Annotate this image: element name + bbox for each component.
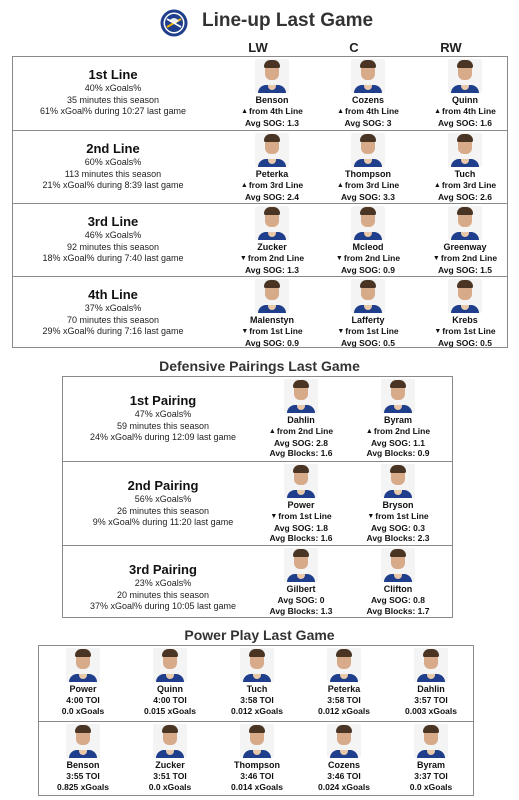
player-card[interactable]	[258, 548, 344, 616]
player-name: Zucker	[257, 242, 287, 252]
pairing-name: 1st Pairing	[129, 393, 197, 408]
defense-section-title: Defensive Pairings Last Game	[159, 358, 360, 374]
arrow-up-icon: ▲	[336, 182, 344, 189]
defense-pairing-row	[63, 461, 452, 545]
player-headshot	[448, 133, 482, 167]
arrow-down-icon: ▼	[432, 255, 440, 262]
line-change-indicator	[229, 180, 315, 192]
avg-sog: Avg SOG: 1.1	[370, 437, 425, 448]
forward-line-row	[13, 203, 507, 276]
line-change-text: from 1st Line	[345, 326, 399, 336]
time-on-ice: 3:58 TOI	[327, 695, 361, 705]
player-card[interactable]	[40, 724, 126, 792]
line-summary	[13, 213, 213, 265]
player-card[interactable]	[355, 548, 441, 616]
player-headshot	[381, 379, 415, 413]
line-change-indicator	[325, 326, 411, 338]
player-headshot	[351, 279, 385, 313]
arrow-down-icon: ▼	[270, 513, 278, 520]
avg-sog: Avg SOG: 2.6	[437, 191, 492, 202]
player-card[interactable]	[127, 648, 213, 716]
line-summary	[13, 140, 213, 192]
line-change-text: from 3rd Line	[344, 180, 400, 190]
player-card[interactable]	[214, 648, 300, 716]
line-change-text: from 2nd Line	[373, 426, 431, 436]
defense-pairing-row	[63, 545, 452, 618]
xgoals: 0.014 xGoals	[231, 781, 283, 792]
line-change-indicator	[355, 511, 441, 523]
minutes-this-season: 35 minutes this season	[66, 94, 160, 105]
xgoals: 0.003 xGoals	[405, 705, 457, 716]
player-headshot	[351, 133, 385, 167]
avg-blocks: Avg Blocks: 0.9	[366, 448, 430, 458]
player-headshot	[284, 379, 318, 413]
line-change-text: from 2nd Line	[440, 253, 498, 263]
line-change-indicator	[229, 106, 315, 118]
player-headshot	[448, 59, 482, 93]
xgoals: 0.012 xGoals	[318, 705, 370, 716]
player-headshot	[255, 59, 289, 93]
line-change-indicator	[325, 180, 411, 192]
player-card[interactable]	[301, 648, 387, 716]
avg-sog: Avg SOG: 0	[277, 595, 325, 605]
avg-sog: Avg SOG: 0.9	[340, 264, 395, 275]
player-card[interactable]	[422, 206, 508, 275]
minutes-this-season: 20 minutes this season	[116, 589, 210, 600]
line-change-indicator	[229, 326, 315, 338]
line-name: 2nd Line	[86, 141, 140, 156]
player-card[interactable]	[301, 724, 387, 792]
player-name: Gilbert	[286, 584, 316, 594]
last-game-xgoals: 18% xGoal% during 7:40 last game	[42, 253, 184, 263]
pairing-name: 2nd Pairing	[127, 478, 199, 493]
player-card[interactable]	[422, 59, 508, 128]
time-on-ice: 3:58 TOI	[240, 695, 274, 705]
line-change-text: from 1st Line	[442, 326, 496, 336]
player-name: Tuch	[246, 684, 268, 694]
player-name: Peterka	[255, 169, 289, 179]
line-summary	[13, 286, 213, 338]
line-name: 4th Line	[88, 287, 138, 302]
player-headshot	[255, 279, 289, 313]
avg-blocks: Avg Blocks: 1.3	[269, 605, 333, 616]
player-card[interactable]	[388, 648, 474, 716]
player-headshot	[66, 648, 100, 682]
line-change-indicator	[422, 326, 508, 338]
player-headshot	[351, 206, 385, 240]
player-name: Quinn	[157, 684, 183, 694]
player-name: Byram	[383, 415, 412, 425]
minutes-this-season: 70 minutes this season	[66, 314, 160, 325]
power-play-section-title: Power Play Last Game	[184, 627, 335, 643]
forward-line-row	[13, 130, 507, 203]
player-card[interactable]	[127, 724, 213, 792]
player-name: Krebs	[452, 315, 478, 325]
avg-sog: Avg SOG: 3.3	[340, 191, 395, 202]
last-game-xgoals: 37% xGoal% during 10:05 last game	[89, 601, 237, 611]
arrow-down-icon: ▼	[367, 513, 375, 520]
xgoals-pct: 23% xGoals%	[134, 578, 192, 588]
arrow-down-icon: ▼	[335, 255, 343, 262]
xgoals: 0.825 xGoals	[57, 781, 109, 792]
pairing-name: 3rd Pairing	[129, 562, 197, 577]
time-on-ice: 3:55 TOI	[66, 771, 100, 781]
time-on-ice: 3:46 TOI	[327, 771, 361, 781]
player-name: Mcleod	[352, 242, 384, 252]
time-on-ice: 4:00 TOI	[66, 695, 100, 705]
arrow-up-icon: ▲	[434, 108, 442, 115]
xgoals-pct: 37% xGoals%	[84, 303, 142, 313]
page-title: Line-up Last Game	[202, 10, 374, 31]
forward-line-row	[13, 276, 507, 349]
avg-sog: Avg SOG: 1.3	[244, 117, 299, 128]
line-change-text: from 1st Line	[278, 511, 332, 521]
player-name: Benson	[66, 760, 100, 770]
last-game-xgoals: 24% xGoal% during 12:09 last game	[89, 432, 237, 442]
xgoals: 0.0 xGoals	[61, 705, 105, 716]
avg-sog: Avg SOG: 1.8	[273, 522, 328, 533]
player-name: Thompson	[345, 169, 391, 179]
player-name: Benson	[255, 95, 289, 105]
last-game-xgoals: 61% xGoal% during 10:27 last game	[39, 106, 187, 116]
arrow-up-icon: ▲	[365, 428, 373, 435]
line-change-text: from 3rd Line	[441, 180, 497, 190]
player-card[interactable]	[422, 133, 508, 202]
avg-sog: Avg SOG: 1.5	[437, 264, 492, 275]
defense-pairing-row	[63, 377, 452, 461]
player-headshot	[381, 548, 415, 582]
player-name: Quinn	[452, 95, 478, 105]
player-headshot	[448, 279, 482, 313]
player-name: Dahlin	[287, 415, 315, 425]
player-card[interactable]	[229, 59, 315, 128]
avg-sog: Avg SOG: 0.5	[340, 337, 395, 348]
xgoals-pct: 56% xGoals%	[134, 494, 192, 504]
power-play-table	[38, 645, 474, 796]
xgoals-pct: 60% xGoals%	[84, 157, 142, 167]
pairing-summary	[63, 392, 263, 444]
line-change-text: from 4th Line	[345, 106, 399, 116]
arrow-up-icon: ▲	[337, 108, 345, 115]
player-headshot	[284, 548, 318, 582]
xgoals-pct: 40% xGoals%	[84, 83, 142, 93]
forward-lines-table	[12, 56, 508, 348]
avg-sog: Avg SOG: 0.3	[370, 522, 425, 533]
minutes-this-season: 59 minutes this season	[116, 420, 210, 431]
sabres-logo-icon	[160, 9, 188, 37]
line-change-indicator	[258, 511, 344, 523]
line-change-text: from 4th Line	[442, 106, 496, 116]
xgoals-pct: 47% xGoals%	[134, 409, 192, 419]
player-name: Malenstyn	[249, 315, 294, 325]
avg-sog: Avg SOG: 0.5	[437, 337, 492, 348]
avg-blocks: Avg Blocks: 1.6	[269, 533, 333, 543]
player-card[interactable]	[325, 206, 411, 275]
line-change-indicator	[355, 426, 441, 438]
time-on-ice: 3:46 TOI	[240, 771, 274, 781]
line-change-text: from 1st Line	[375, 511, 429, 521]
avg-sog: Avg SOG: 0.8	[370, 595, 425, 605]
line-change-text: from 2nd Line	[276, 426, 334, 436]
line-change-text: from 2nd Line	[247, 253, 305, 263]
line-change-indicator	[422, 180, 508, 192]
line-change-text: from 1st Line	[249, 326, 303, 336]
avg-sog: Avg SOG: 1.3	[244, 264, 299, 275]
arrow-up-icon: ▲	[268, 428, 276, 435]
player-card[interactable]	[229, 206, 315, 275]
line-summary	[13, 66, 213, 118]
line-change-text: from 2nd Line	[343, 253, 401, 263]
arrow-down-icon: ▼	[239, 255, 247, 262]
position-header-lw: LW	[248, 40, 268, 55]
player-headshot	[327, 648, 361, 682]
line-change-text: from 3rd Line	[248, 180, 304, 190]
player-name: Tuch	[454, 169, 476, 179]
player-card[interactable]	[40, 648, 126, 716]
player-headshot	[153, 724, 187, 758]
player-name: Power	[287, 500, 315, 510]
line-change-indicator	[422, 106, 508, 118]
arrow-up-icon: ▲	[240, 182, 248, 189]
player-name: Bryson	[382, 500, 414, 510]
last-game-xgoals: 29% xGoal% during 7:16 last game	[42, 326, 184, 336]
line-change-indicator	[258, 426, 344, 438]
player-headshot	[381, 464, 415, 498]
xgoals: 0.0 xGoals	[148, 781, 192, 792]
arrow-down-icon: ▼	[241, 328, 249, 335]
avg-blocks: Avg Blocks: 2.3	[366, 533, 430, 543]
defensive-pairings-table	[62, 376, 453, 618]
player-headshot	[255, 206, 289, 240]
player-name: Peterka	[327, 684, 361, 694]
player-name: Cozens	[351, 95, 384, 105]
position-header-c: C	[349, 40, 359, 55]
player-card[interactable]	[325, 133, 411, 202]
header	[0, 6, 519, 40]
player-name: Zucker	[155, 760, 185, 770]
arrow-up-icon: ▲	[433, 182, 441, 189]
position-header-rw: RW	[440, 40, 462, 55]
avg-sog: Avg SOG: 2.8	[273, 437, 328, 448]
power-play-row	[39, 646, 473, 721]
player-name: Cozens	[327, 760, 360, 770]
player-headshot	[284, 464, 318, 498]
avg-sog: Avg SOG: 3	[344, 117, 392, 128]
player-card[interactable]	[325, 279, 411, 348]
line-change-indicator	[422, 253, 508, 265]
avg-sog: Avg SOG: 1.6	[437, 117, 492, 128]
player-card[interactable]	[229, 133, 315, 202]
player-name: Greenway	[443, 242, 487, 252]
line-name: 1st Line	[88, 67, 138, 82]
player-card[interactable]	[258, 464, 344, 544]
player-card[interactable]	[325, 59, 411, 128]
xgoals: 0.012 xGoals	[231, 705, 283, 716]
player-name: Thompson	[234, 760, 280, 770]
xgoals: 0.024 xGoals	[318, 781, 370, 792]
player-card[interactable]	[388, 724, 474, 792]
line-change-indicator	[325, 253, 411, 265]
avg-sog: Avg SOG: 0.9	[244, 337, 299, 348]
player-headshot	[448, 206, 482, 240]
player-headshot	[414, 724, 448, 758]
line-change-text: from 4th Line	[249, 106, 303, 116]
player-headshot	[327, 724, 361, 758]
player-headshot	[414, 648, 448, 682]
time-on-ice: 3:51 TOI	[153, 771, 187, 781]
time-on-ice: 3:37 TOI	[414, 771, 448, 781]
player-headshot	[66, 724, 100, 758]
last-game-xgoals: 21% xGoal% during 8:39 last game	[42, 180, 184, 190]
avg-blocks: Avg Blocks: 1.7	[366, 605, 430, 616]
player-name: Lafferty	[351, 315, 385, 325]
line-change-indicator	[229, 253, 315, 265]
minutes-this-season: 113 minutes this season	[64, 168, 162, 179]
forward-line-row	[13, 57, 507, 130]
time-on-ice: 4:00 TOI	[153, 695, 187, 705]
player-headshot	[240, 648, 274, 682]
player-headshot	[351, 59, 385, 93]
xgoals-pct: 46% xGoals%	[84, 230, 142, 240]
player-card[interactable]	[355, 464, 441, 544]
power-play-row	[39, 721, 473, 797]
xgoals: 0.0 xGoals	[409, 781, 453, 792]
player-name: Power	[69, 684, 97, 694]
last-game-xgoals: 9% xGoal% during 11:20 last game	[92, 517, 234, 527]
player-card[interactable]	[229, 279, 315, 348]
player-name: Clifton	[383, 584, 413, 594]
player-card[interactable]	[258, 379, 344, 459]
player-headshot	[255, 133, 289, 167]
xgoals: 0.015 xGoals	[144, 705, 196, 716]
player-headshot	[153, 648, 187, 682]
player-name: Byram	[416, 760, 445, 770]
pairing-summary	[63, 477, 263, 529]
arrow-up-icon: ▲	[241, 108, 249, 115]
pairing-summary	[63, 561, 263, 613]
time-on-ice: 3:57 TOI	[414, 695, 448, 705]
line-name: 3rd Line	[87, 214, 139, 229]
avg-blocks: Avg Blocks: 1.6	[269, 448, 333, 458]
player-card[interactable]	[355, 379, 441, 459]
line-change-indicator	[325, 106, 411, 118]
player-headshot	[240, 724, 274, 758]
player-card[interactable]	[422, 279, 508, 348]
minutes-this-season: 26 minutes this season	[116, 505, 210, 516]
arrow-down-icon: ▼	[434, 328, 442, 335]
avg-sog: Avg SOG: 2.4	[244, 191, 299, 202]
player-card[interactable]	[214, 724, 300, 792]
arrow-down-icon: ▼	[337, 328, 345, 335]
minutes-this-season: 92 minutes this season	[66, 241, 160, 252]
player-name: Dahlin	[417, 684, 445, 694]
